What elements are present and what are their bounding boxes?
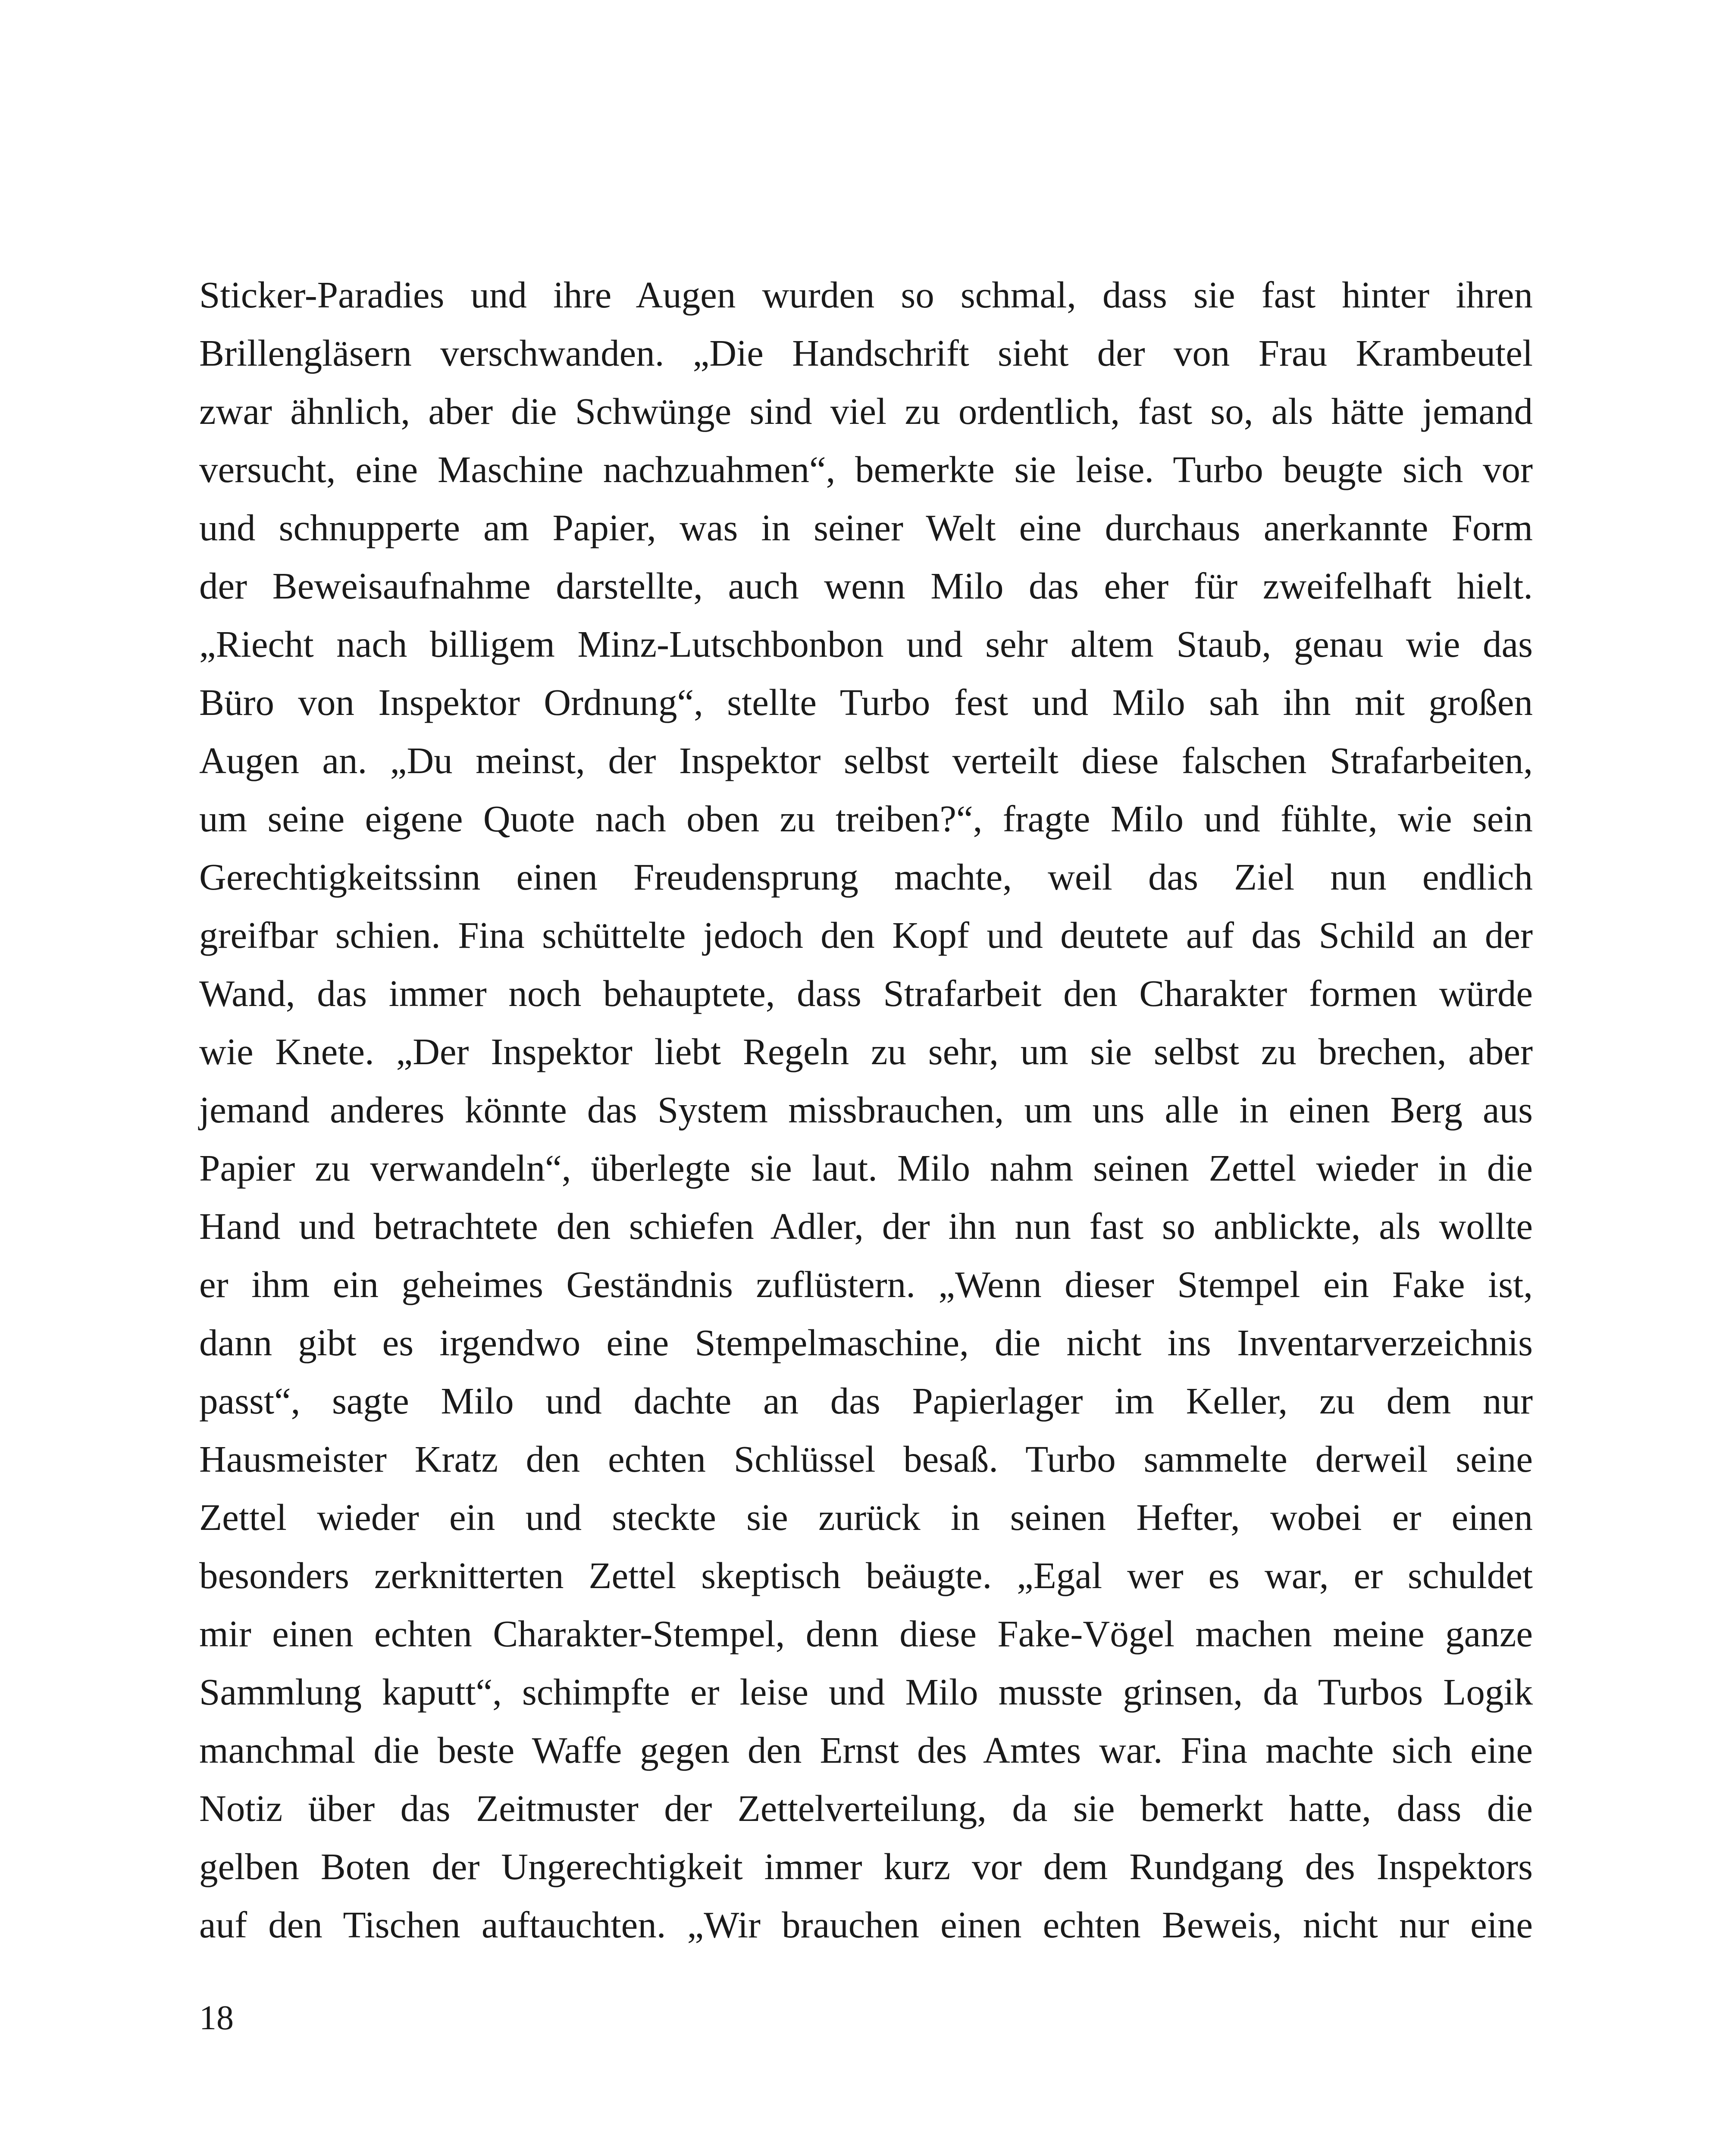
text-line: Sticker-Paradies und ihre Augen wurden so schmal, dass sie fast hinter ihren <box>199 274 1533 316</box>
text-line: dann gibt es irgendwo eine Stempelmaschine, die nicht ins Inventarverzeichnis <box>199 1322 1533 1363</box>
page-number: 18 <box>199 1999 234 2037</box>
text-line: der Beweisaufnahme darstellte, auch wenn Milo das eher für zweifelhaft hielt. <box>199 565 1533 607</box>
text-line: er ihm ein geheimes Geständnis zuflüstern. „Wenn dieser Stempel ein Fake ist, <box>199 1263 1533 1305</box>
text-line: wie Knete. „Der Inspektor liebt Regeln zu sehr, um sie selbst zu brechen, aber <box>199 1031 1533 1072</box>
text-line: und schnupperte am Papier, was in seiner Welt eine durchaus anerkannte Form <box>199 507 1533 548</box>
text-line: Augen an. „Du meinst, der Inspektor selbst verteilt diese falschen Strafarbeiten, <box>199 740 1533 781</box>
text-line: Brillengläsern verschwanden. „Die Handschrift sieht der von Frau Krambeutel <box>199 332 1533 374</box>
text-line: Papier zu verwandeln“, überlegte sie laut. Milo nahm seinen Zettel wieder in die <box>199 1147 1533 1189</box>
text-line: gelben Boten der Ungerechtigkeit immer kurz vor dem Rundgang des Inspektors <box>199 1846 1533 1887</box>
text-line: Hausmeister Kratz den echten Schlüssel besaß. Turbo sammelte derweil seine <box>199 1438 1533 1480</box>
text-line: Büro von Inspektor Ordnung“, stellte Turbo fest und Milo sah ihn mit großen <box>199 681 1533 723</box>
text-line: auf den Tischen auftauchten. „Wir brauchen einen echten Beweis, nicht nur eine <box>199 1904 1533 1946</box>
text-line: Sammlung kaputt“, schimpfte er leise und Milo musste grinsen, da Turbos Logik <box>199 1671 1533 1713</box>
text-line: um seine eigene Quote nach oben zu treiben?“, fragte Milo und fühlte, wie sein <box>199 798 1533 840</box>
body-text <box>199 266 1533 1954</box>
text-line: zwar ähnlich, aber die Schwünge sind viel zu ordentlich, fast so, als hätte jemand <box>199 390 1533 432</box>
text-line: mir einen echten Charakter-Stempel, denn diese Fake-Vögel machen meine ganze <box>199 1613 1533 1655</box>
text-line: versucht, eine Maschine nachzuahmen“, bemerkte sie leise. Turbo beugte sich vor <box>199 448 1533 490</box>
text-line: Zettel wieder ein und steckte sie zurück in seinen Hefter, wobei er einen <box>199 1496 1533 1538</box>
text-line: greifbar schien. Fina schüttelte jedoch den Kopf und deutete auf das Schild an der <box>199 914 1533 956</box>
text-line: passt“, sagte Milo und dachte an das Papierlager im Keller, zu dem nur <box>199 1380 1533 1422</box>
text-line: jemand anderes könnte das System missbrauchen, um uns alle in einen Berg aus <box>199 1089 1533 1131</box>
text-line: „Riecht nach billigem Minz-Lutschbonbon und sehr altem Staub, genau wie das <box>199 623 1533 665</box>
text-line: Hand und betrachtete den schiefen Adler, der ihn nun fast so anblickte, als wollte <box>199 1205 1533 1247</box>
text-line: besonders zerknitterten Zettel skeptisch beäugte. „Egal wer es war, er schuldet <box>199 1554 1533 1596</box>
text-line: Gerechtigkeitssinn einen Freudensprung machte, weil das Ziel nun endlich <box>199 856 1533 898</box>
text-line: Notiz über das Zeitmuster der Zettelverteilung, da sie bemerkt hatte, dass die <box>199 1787 1533 1829</box>
text-line: Wand, das immer noch behauptete, dass Strafarbeit den Charakter formen würde <box>199 972 1533 1014</box>
text-line: manchmal die beste Waffe gegen den Ernst des Amtes war. Fina machte sich eine <box>199 1729 1533 1771</box>
